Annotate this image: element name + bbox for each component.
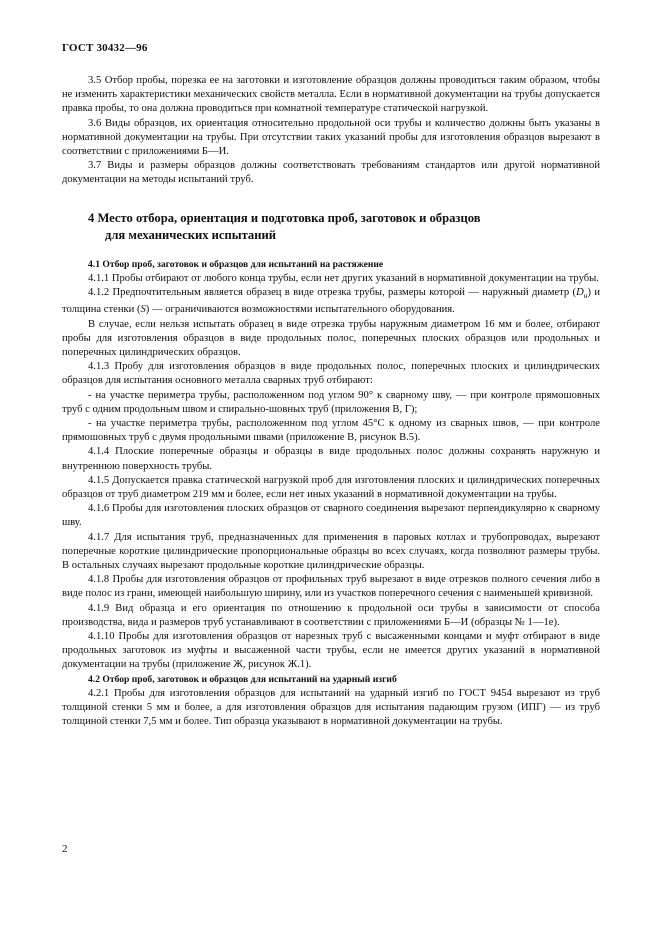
document-header: ГОСТ 30432—96 [62, 42, 148, 54]
page-number: 2 [62, 843, 68, 855]
paragraph-4-1-4: 4.1.4 Плоские поперечные образцы и образцы в виде продольных полос должны сохранять наружную и внутреннюю поверхность трубы. [62, 446, 600, 472]
subsection-4-2-heading: 4.2 Отбор проб, заготовок и образцов для испытаний на ударный изгиб [88, 673, 397, 685]
subsection-4-1-heading: 4.1 Отбор проб, заготовок и образцов для испытаний на растяжение [88, 258, 384, 270]
paragraph-4-1-3-item-1: - на участке периметра трубы, расположенном под углом 90° к сварному шву, — при контроле прямошовных труб с одним продольным швом и спирально-шовных труб (приложения В, Г); [62, 389, 600, 415]
paragraph-4-1-8: 4.1.8 Пробы для изготовления образцов от профильных труб вырезают в виде отрезков полного сечения либо в виде полос из грани, имеющей наибольшую ширину, или из участков поперечного сечения с наименьшей кривизной. [62, 574, 600, 600]
paragraph-4-1-2-continued: В случае, если нельзя испытать образец в виде отрезка трубы наружным диаметром 16 мм и более, отбирают пробы для изготовления образцов в виде продольных полос, поперечных плоских образцов или продольных и поперечных цилиндрических образцов. [62, 318, 600, 358]
paragraph-3-7: 3.7 Виды и размеры образцов должны соответствовать требованиям стандартов или другой нормативной документации на методы испытаний труб. [62, 160, 600, 186]
paragraph-4-1-6: 4.1.6 Пробы для изготовления плоских образцов от сварного соединения вырезают перпендикулярно к сварному шву. [62, 503, 600, 529]
paragraph-3-5: 3.5 Отбор пробы, порезка ее на заготовки и изготовление образцов должны проводиться таким образом, чтобы не изменить характеристики механических свойств металла. Если в нормативной документации на трубы допускается правка пробы, то она должна проводиться при комнатной температуре статической нагрузкой. [62, 75, 600, 115]
paragraph-4-1-2 [62, 286, 600, 318]
paragraph-4-1-9: 4.1.9 Вид образца и его ориентация по отношению к продольной оси трубы в зависимости от способа производства, вида и размеров труб устанавливают в соответствии с приложениями Б—И (образцы № 1—1е). [62, 602, 600, 628]
symbol-d-subscript: н [583, 292, 588, 301]
paragraph-4-1-2-part-a: 4.1.2 Предпочтительным является образец в виде отрезка трубы, размеры которой — наружный диаметр ( [88, 287, 577, 299]
paragraph-4-1-7: 4.1.7 Для испытания труб, предназначенных для применения в паровых котлах и трубопроводах, вырезают поперечные короткие цилиндрические пропорциональные образцы во всех случаях, когда позволяют размеры трубы. В остальных случаях вырезают продольные короткие цилиндрические образцы. [62, 531, 600, 571]
document-body [62, 74, 600, 729]
paragraph-4-1-1: 4.1.1 Пробы отбирают от любого конца трубы, если нет других указаний в нормативной документации на трубы. [88, 272, 599, 284]
paragraph-4-1-2-part-c: ) — ограничиваются возможностями испытательного оборудования. [145, 304, 455, 316]
paragraph-4-1-10: 4.1.10 Пробы для изготовления образцов от нарезных труб с высаженными концами и муфт отбирают в виде продольных заготовок из муфты и высаженной части трубы, если не имеется других указаний в нормативной документации на трубы (приложение Ж, рисунок Ж.1). [62, 631, 600, 671]
symbol-s: S [140, 304, 146, 316]
paragraph-4-1-3: 4.1.3 Пробу для изготовления образцов в виде продольных полос, поперечных плоских и цилиндрических образцов для испытания основного металла сварных труб отбирают: [62, 361, 600, 387]
paragraph-4-2-1: 4.2.1 Пробы для изготовления образцов для испытаний на ударный изгиб по ГОСТ 9454 вырезают из труб толщиной стенки 5 мм и более, а для изготовления образцов для испытания падающим грузом (ИПГ) — из труб толщиной стенки 7,5 мм и более. Тип образца указывают в нормативной документации на трубы. [62, 687, 600, 728]
paragraph-4-1-5: 4.1.5 Допускается правка статической нагрузкой проб для изготовления плоских и цилиндрических поперечных образцов от труб диаметром 219 мм и более, если нет иных указаний в нормативной документации на трубы. [62, 474, 600, 500]
paragraph-4-1-3-item-2: - на участке периметра трубы, расположенном под углом 45°С к одному из сварных швов, — при контроле прямошовных труб с двумя продольными швами (приложение В, рисунок В.5). [62, 417, 600, 444]
section-4-title-line2: для механических испытаний [105, 227, 276, 242]
symbol-d: D [576, 287, 584, 299]
section-4-title-line1: 4 Место отбора, ориентация и подготовка проб, заготовок и образцов [88, 210, 481, 225]
paragraph-4-1-2-part-b: ) и толщина стенки ( [62, 287, 600, 316]
paragraph-3-6: 3.6 Виды образцов, их ориентация относительно продольной оси трубы и количество должны быть указаны в нормативной документации на трубы. При отсутствии таких указаний пробы для изготовления образцов вырезают в соответствии с приложениями Б—И. [62, 117, 600, 158]
section-4-title [62, 210, 600, 244]
